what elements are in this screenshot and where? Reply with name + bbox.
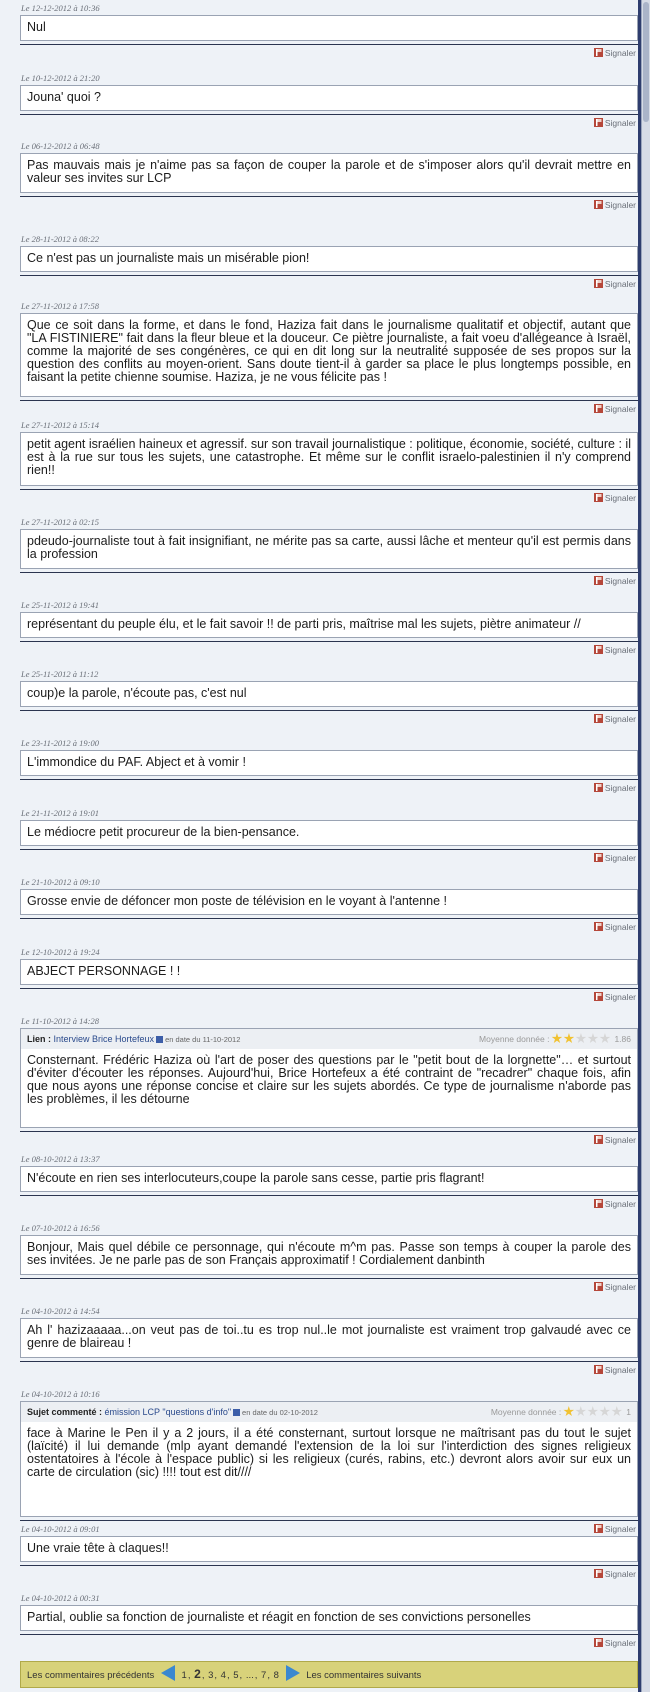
comment-divider — [20, 1361, 638, 1362]
report-button[interactable] — [594, 118, 636, 129]
reference-date: en date du 02-10-2012 — [242, 1408, 318, 1417]
average-rating — [479, 1033, 631, 1047]
comment-body — [20, 1028, 638, 1128]
comment-text: Consternant. Frédéric Haziza où l'art de poser des questions par le "petit bout de la lorgnette"… et surtout d'éviter d'écouter les réponses. Aujourd'hui, Brice Hortefeux a été contraint de "recadrer" chaque fois, afin que nous ayons une réponse concise et claire sur les sujets abordés. Ce type de journalisme n'aborde pas les problèmes, il les détourne — [27, 1053, 631, 1106]
comment-divider — [20, 44, 638, 45]
report-label: Signaler — [604, 200, 636, 210]
page-link[interactable]: 4 — [220, 1670, 226, 1681]
comment-divider — [20, 710, 638, 711]
comment-date: Le 12-12-2012 à 10:36 — [21, 3, 100, 13]
comment-date: Le 04-10-2012 à 10:16 — [21, 1389, 100, 1399]
comment-body — [20, 1401, 638, 1517]
comment-body — [20, 820, 638, 846]
page-link[interactable]: 2 — [194, 1667, 201, 1681]
star-icon — [599, 1033, 610, 1044]
report-label: Signaler — [604, 1365, 636, 1375]
comment-reference — [21, 1029, 637, 1049]
comment-date: Le 28-11-2012 à 08:22 — [21, 234, 99, 244]
comment-date: Le 21-11-2012 à 19:01 — [21, 808, 99, 818]
comment-text: Nul — [27, 20, 46, 34]
report-flag-icon — [594, 404, 603, 413]
report-flag-icon — [594, 279, 603, 288]
report-label: Signaler — [604, 714, 636, 724]
comment-divider — [20, 849, 638, 850]
report-button[interactable] — [594, 279, 636, 290]
comment-text: Que ce soit dans la forme, et dans le fond, Haziza fait dans le journalisme qualitatif et objectif, autant que "LA FISTINIERE" fait dans la fleur bleue et la douceur. Ce piètre journaliste, a fait voeu d'allégeance à Israël, comme la majorité de ses congénères, ce qui en dit long sur la neutralité supposée de ses propos sur la question des conflits au moyen-orient. Sans doute tient-il à garder sa place le plus longtemps possible, en faisant la petite chienne soumise. Haziza, je ne vous félicite pas ! — [27, 318, 631, 384]
page-link[interactable]: 5 — [233, 1670, 239, 1681]
report-flag-icon — [594, 493, 603, 502]
report-button[interactable] — [594, 645, 636, 656]
report-button[interactable] — [594, 1569, 636, 1580]
comment-date: Le 04-10-2012 à 14:54 — [21, 1306, 100, 1316]
comment-date: Le 11-10-2012 à 14:28 — [21, 1016, 99, 1026]
star-icon — [575, 1406, 586, 1417]
report-label: Signaler — [604, 1135, 636, 1145]
rating-label: Moyenne donnée : — [490, 1407, 562, 1417]
report-label: Signaler — [604, 645, 636, 655]
report-flag-icon — [594, 118, 603, 127]
comment-text: Pas mauvais mais je n'aime pas sa façon de couper la parole et de s'imposer alors qu'il devrait mettre en valeur ses invites sur LCP — [27, 158, 631, 185]
report-label: Signaler — [604, 1569, 636, 1579]
rating-stars — [563, 1406, 623, 1420]
comment-divider — [20, 489, 638, 490]
rating-label: Moyenne donnée : — [479, 1034, 550, 1044]
comment-text: représentant du peuple élu, et le fait savoir !! de parti pris, maîtrise mal les sujets, piètre animateur // — [27, 617, 581, 631]
comment-body — [20, 153, 638, 193]
star-icon — [551, 1033, 562, 1044]
comment-divider — [20, 275, 638, 276]
comment-divider — [20, 1195, 638, 1196]
reference-link[interactable]: Interview Brice Hortefeux — [53, 1034, 155, 1044]
page-ellipsis: ... — [245, 1670, 254, 1681]
comment-divider — [20, 1520, 638, 1521]
next-comments-link[interactable]: Les commentaires suivants — [306, 1670, 422, 1681]
report-label: Signaler — [604, 1638, 636, 1648]
prev-arrow-icon[interactable] — [161, 1665, 175, 1681]
report-button[interactable] — [594, 992, 636, 1003]
comment-text: N'écoute en rien ses interlocuteurs,coupe la parole sans cesse, partie pris flagrant! — [27, 1171, 485, 1185]
page-link[interactable]: 8 — [273, 1670, 279, 1681]
comment-body — [20, 1605, 638, 1631]
comment-text: Ce n'est pas un journaliste mais un misérable pion! — [27, 251, 310, 265]
comment-date: Le 27-11-2012 à 15:14 — [21, 420, 99, 430]
comment-date: Le 25-11-2012 à 11:12 — [21, 669, 99, 679]
report-button[interactable] — [594, 1638, 636, 1649]
comment-divider — [20, 400, 638, 401]
comment-date: Le 25-11-2012 à 19:41 — [21, 600, 99, 610]
star-icon — [587, 1033, 598, 1044]
star-icon — [599, 1406, 610, 1417]
comment-divider — [20, 1278, 638, 1279]
report-button[interactable] — [594, 404, 636, 415]
comment-date: Le 10-12-2012 à 21:20 — [21, 73, 100, 83]
reference-label: Lien : — [27, 1034, 51, 1044]
comment-text: L'immondice du PAF. Abject et à vomir ! — [27, 755, 246, 769]
report-flag-icon — [594, 1638, 603, 1647]
comment-date: Le 06-12-2012 à 06:48 — [21, 141, 100, 151]
report-flag-icon — [594, 1199, 603, 1208]
comment-date: Le 21-10-2012 à 09:10 — [21, 877, 100, 887]
comment-date: Le 08-10-2012 à 13:37 — [21, 1154, 100, 1164]
page-link[interactable]: 1 — [181, 1670, 187, 1681]
comment-date: Le 04-10-2012 à 09:01 — [21, 1524, 100, 1534]
report-label: Signaler — [604, 48, 636, 58]
comment-text: Jouna' quoi ? — [27, 90, 101, 104]
comment-divider — [20, 1131, 638, 1132]
comment-divider — [20, 641, 638, 642]
rating-score: 1.86 — [614, 1034, 631, 1044]
report-flag-icon — [594, 1569, 603, 1578]
comment-body — [20, 959, 638, 985]
report-flag-icon — [594, 645, 603, 654]
comment-text: Partial, oublie sa fonction de journaliste et réagit en fonction de ses convictions personelles — [27, 1610, 531, 1624]
page-link[interactable]: 3 — [208, 1670, 214, 1681]
report-button[interactable] — [594, 1135, 636, 1146]
comment-text: Le médiocre petit procureur de la bien-pensance. — [27, 825, 300, 839]
report-button[interactable] — [594, 48, 636, 59]
report-button[interactable] — [594, 200, 636, 211]
comment-text: ABJECT PERSONNAGE ! ! — [27, 964, 181, 978]
scrollbar-thumb[interactable] — [643, 2, 649, 122]
report-flag-icon — [594, 783, 603, 792]
report-flag-icon — [594, 1365, 603, 1374]
comment-body — [20, 1235, 638, 1275]
external-link-icon[interactable] — [156, 1036, 163, 1043]
report-button[interactable] — [594, 783, 636, 794]
report-flag-icon — [594, 714, 603, 723]
report-flag-icon — [594, 1135, 603, 1144]
star-icon — [611, 1406, 622, 1417]
comment-text: Bonjour, Mais quel débile ce personnage, qui n'écoute m^m pas. Passe son temps à couper la parole des ses invitées. Je ne parle pas de son Français approximatif ! Cordialement danbinth — [27, 1240, 631, 1267]
comment-divider — [20, 988, 638, 989]
rating-score: 1 — [626, 1407, 631, 1417]
next-arrow-icon[interactable] — [286, 1665, 300, 1681]
star-icon — [587, 1406, 598, 1417]
report-button[interactable] — [594, 1524, 636, 1535]
comment-body — [20, 750, 638, 776]
comment-body — [20, 432, 638, 486]
comment-date: Le 27-11-2012 à 17:58 — [21, 301, 99, 311]
report-flag-icon — [594, 1282, 603, 1291]
report-label: Signaler — [604, 783, 636, 793]
report-label: Signaler — [604, 1524, 636, 1534]
comment-text: Ah l' hazizaaaaa...on veut pas de toi..tu es trop nul..le mot journaliste est vraiment trop galvaudé avec ce genre de blaireau ! — [27, 1323, 631, 1350]
report-flag-icon — [594, 922, 603, 931]
comment-text: Une vraie tête à claques!! — [27, 1541, 169, 1555]
average-rating — [491, 1406, 631, 1420]
report-label: Signaler — [604, 404, 636, 414]
comment-body — [20, 313, 638, 397]
report-label: Signaler — [604, 576, 636, 586]
report-label: Signaler — [604, 992, 636, 1002]
comment-divider — [20, 779, 638, 780]
comment-divider — [20, 1634, 638, 1635]
report-label: Signaler — [604, 493, 636, 503]
comment-pager — [20, 1661, 638, 1688]
report-label: Signaler — [604, 279, 636, 289]
report-button[interactable] — [594, 922, 636, 933]
report-button[interactable] — [594, 576, 636, 587]
rating-stars — [551, 1033, 611, 1047]
comment-text: Grosse envie de défoncer mon poste de télévision en le voyant à l'antenne ! — [27, 894, 448, 908]
report-label: Signaler — [604, 1199, 636, 1209]
external-link-icon[interactable] — [233, 1409, 240, 1416]
comment-date: Le 07-10-2012 à 16:56 — [21, 1223, 100, 1233]
comment-divider — [20, 196, 638, 197]
reference-link[interactable]: émission LCP "questions d'info" — [104, 1407, 232, 1417]
comment-body — [20, 889, 638, 915]
comment-body — [20, 246, 638, 272]
comment-body — [20, 529, 638, 569]
report-label: Signaler — [604, 853, 636, 863]
report-label: Signaler — [604, 118, 636, 128]
report-flag-icon — [594, 576, 603, 585]
comment-date: Le 04-10-2012 à 00:31 — [21, 1593, 100, 1603]
comment-body — [20, 1536, 638, 1562]
prev-comments-link[interactable]: Les commentaires précédents — [27, 1670, 155, 1681]
page-numbers: 1, 2, 3, 4, 5, ..., 7, 8 — [181, 1667, 279, 1681]
comment-text: face à Marine le Pen il y a 2 jours, il a été consternant, surtout lorsque ne maîtrisant pas du tout le sujet (laïcité) il lui demande (mlp ayant demandé l'extension de la loi sur l'interdiction des signes religieux ostentatoires à l'école à l'espace public) si les religieux (curés, rabins, etc.) devront alors avoir sur eux un carte de circulation (sic) !!!! tout est dit//// — [27, 1426, 631, 1479]
report-button[interactable] — [594, 853, 636, 864]
reference-label: Sujet commenté : — [27, 1407, 103, 1417]
report-flag-icon — [594, 48, 603, 57]
report-button[interactable] — [594, 1282, 636, 1293]
comment-date: Le 27-11-2012 à 02:15 — [21, 517, 99, 527]
comment-text: petit agent israélien haineux et agressif. sur son travail journalistique : politique, économie, société, culture : il est à la rue sur tous les sujets, une catastrophe. Et même sur le conflit israelo-palestinien il n'y comprend rien!! — [27, 437, 631, 477]
comment-date: Le 12-10-2012 à 19:24 — [21, 947, 100, 957]
star-icon — [563, 1406, 574, 1417]
report-flag-icon — [594, 1524, 603, 1533]
report-flag-icon — [594, 853, 603, 862]
report-button[interactable] — [594, 1199, 636, 1210]
comment-divider — [20, 1565, 638, 1566]
comment-text: pdeudo-journaliste tout à fait insignifiant, ne mérite pas sa carte, aussi lâche et menteur qu'il est permis dans la profession — [27, 534, 631, 561]
comment-body — [20, 15, 638, 41]
report-flag-icon — [594, 992, 603, 1001]
comment-body — [20, 1318, 638, 1358]
comment-body — [20, 85, 638, 111]
report-label: Signaler — [604, 922, 636, 932]
report-flag-icon — [594, 200, 603, 209]
comment-date: Le 23-11-2012 à 19:00 — [21, 738, 99, 748]
comment-body — [20, 681, 638, 707]
reference-date: en date du 11-10-2012 — [165, 1035, 241, 1044]
comment-body — [20, 612, 638, 638]
page-link[interactable]: 7 — [261, 1670, 267, 1681]
report-label: Signaler — [604, 1282, 636, 1292]
comment-reference — [21, 1402, 637, 1422]
star-icon — [575, 1033, 586, 1044]
comment-divider — [20, 572, 638, 573]
comment-divider — [20, 114, 638, 115]
report-button[interactable] — [594, 714, 636, 725]
report-button[interactable] — [594, 1365, 636, 1376]
comment-text: coup)e la parole, n'écoute pas, c'est nul — [27, 686, 247, 700]
star-icon — [563, 1033, 574, 1044]
report-button[interactable] — [594, 493, 636, 504]
comment-divider — [20, 918, 638, 919]
scrollbar[interactable] — [641, 0, 650, 1692]
comment-body — [20, 1166, 638, 1192]
